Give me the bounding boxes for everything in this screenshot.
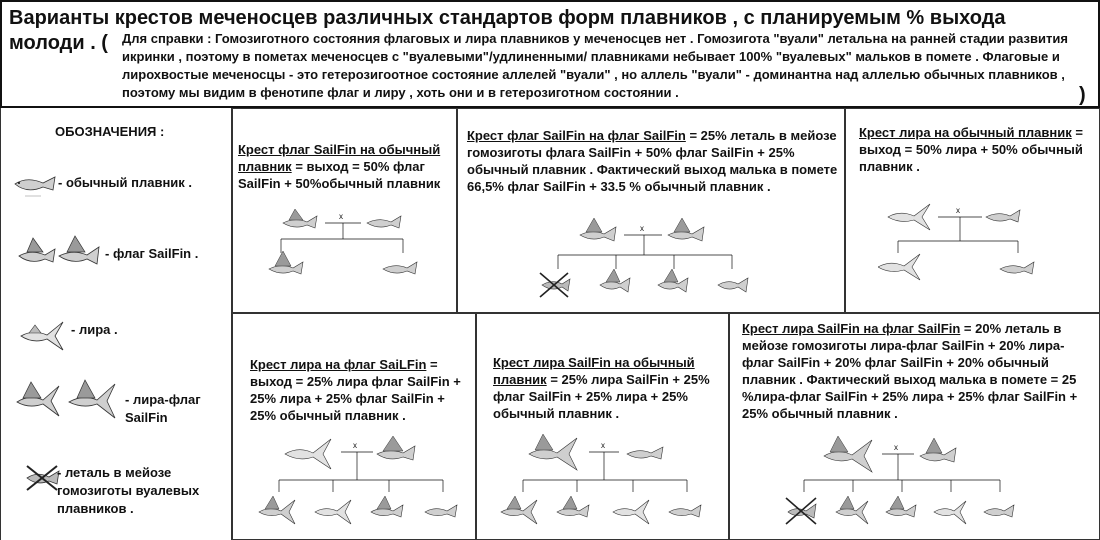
cross-cell-sailfin-normal (232, 108, 457, 313)
cross-title: Крест лира на флаг SaiLFin (250, 357, 427, 372)
pedigree-diagram (878, 201, 1078, 297)
svg-text:x: x (601, 441, 605, 450)
cross-result: = 25% леталь в мейозе гомозиготы флага SailFin + 50% флаг SailFin + 25% обычный плавник . Фактический выход малька в помете 66,5% флаг SailFin + 33.5 % обычный плавник . (467, 128, 838, 194)
cross-cell-lyresailfin-sailfin (729, 313, 1100, 540)
cross-cell-sailfin-sailfin (457, 108, 845, 313)
cross-text (250, 356, 472, 424)
cross-title: Крест лира на обычный плавник (859, 125, 1072, 140)
cross-text (742, 320, 1094, 422)
cross-title: Крест флаг SailFin на обычный плавник (238, 142, 441, 174)
cross-text (467, 127, 839, 195)
cross-result: = выход = 50% флаг SailFin + 50%обычный плавник (238, 159, 441, 191)
pedigree-diagram (255, 434, 471, 538)
legend-label-lethal: - леталь в мейозе гомозиготы вуалевых плавников . (57, 465, 200, 516)
legend-label-lyre: - лира . (71, 322, 118, 337)
title-line-1: Варианты крестов меченосцев различных стандартов форм плавников , с планируемым % выхода (9, 7, 1006, 29)
pedigree-diagram (497, 432, 717, 538)
svg-text:x: x (956, 206, 960, 215)
legend-label-sailfin: - флаг SailFin . (105, 246, 199, 261)
legend-label-normal: - обычный плавник . (58, 175, 193, 190)
fish-normal-icon (11, 170, 59, 204)
cross-result: = выход = 25% лира флаг SailFin + 25% лира + 25% флаг SailFin + 25% обычный плавник . (250, 357, 461, 423)
cross-title: Крест лира SailFin на флаг SailFin (742, 321, 961, 336)
fish-lyre-sailfin-icon (15, 376, 123, 424)
svg-text:x: x (640, 224, 644, 233)
svg-text:x: x (339, 212, 343, 221)
header-box (0, 0, 1100, 108)
title-line-2: молоди . ( (9, 32, 108, 54)
cross-text (493, 354, 725, 422)
cross-cell-lyresailfin-normal (476, 313, 729, 540)
pedigree-diagram (263, 205, 443, 305)
cross-text (238, 141, 453, 192)
cross-title: Крест флаг SailFin на флаг SailFin (467, 128, 686, 143)
fish-sailfin-icon (17, 234, 105, 274)
cross-title: Крест лира SailFin на обычный плавник (493, 355, 695, 387)
cross-result: = 20% леталь в мейозе гомозиготы лира-флаг SailFin + 20% лира-флаг SailFin + 20% флаг SailFin + 20% обычный плавник . Фактический выход малька в помете = 25 %лира-флаг SailFin + 25% лира + 25% флаг SailFin + 25% обычный плавник . (742, 321, 1078, 421)
cross-cell-lyre-normal (845, 108, 1100, 313)
cross-cell-lyre-sailfin (232, 313, 476, 540)
svg-text:x: x (894, 443, 898, 452)
legend-title: ОБОЗНАЧЕНИЯ : (55, 124, 165, 139)
cross-result: = 25% лира SailFin + 25% флаг SailFin + 25% лира + 25% обычный плавник . (493, 372, 710, 421)
pedigree-diagram (536, 213, 776, 309)
reference-note: Для справки : Гомозиготного состояния флаговых и лира плавников у меченосцев нет . Гомозигота "вуали" летальна на ранней стадии развития икринки , поэтому в пометах меченосцев с "вуалевыми"/удлиненными/ плавниками небывает 100% "вуалевых" мальков в помете . Флаговые и лирохвостые меченосцы - это гетерозигоотное состояние аллелей "вуали" , но аллель "вуали" - доминантна над аллелью обычных плавников , поэтому мы видим в фенотипе флаг и лиру , хоть они и в гетерозиготном состоянии . (122, 31, 1068, 100)
cross-text (859, 124, 1094, 175)
pedigree-diagram (784, 436, 1034, 538)
legend-label-lyre-sailfin: - лира-флаг SailFin (125, 392, 201, 425)
legend-panel (0, 108, 232, 540)
cross-result: = выход = 50% лира + 50% обычный плавник . (859, 125, 1083, 174)
note-close-paren: ) (1079, 84, 1086, 106)
svg-text:x: x (353, 441, 357, 450)
fish-lyre-icon (17, 316, 69, 356)
